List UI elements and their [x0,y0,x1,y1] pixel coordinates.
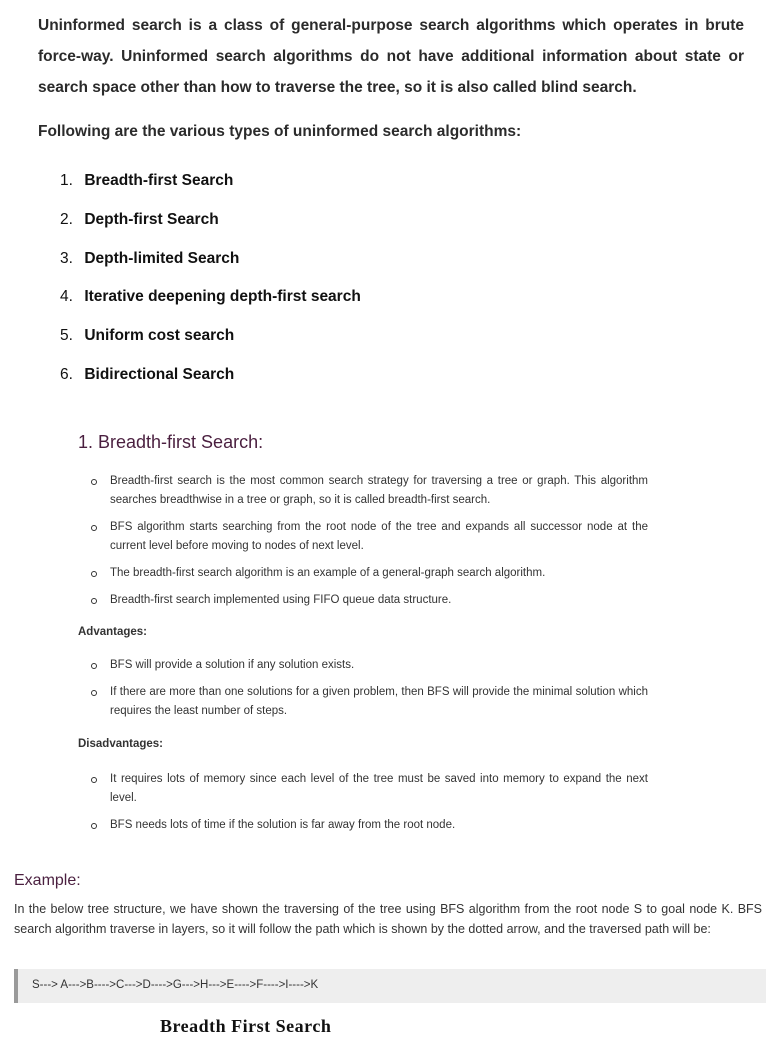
traversal-path: S---> A--->B---->C--->D---->G--->H--->E---->F---->I---->K [32,979,319,991]
list-number: 1. [60,172,73,189]
list-item [78,564,648,583]
list-item [60,321,361,360]
bfs-heading: 1. Breadth-first Search: [78,432,264,452]
bullet-icon [91,598,97,604]
list-number: 5. [60,327,73,345]
bfs-points [78,472,648,610]
bullet-text: Breadth-first search implemented using FIFO queue data structure. [110,594,452,606]
list-label: Iterative deepening depth-first search [84,288,361,306]
list-item [78,472,648,510]
bullet-icon [91,823,97,829]
bullet-text: It requires lots of memory since each level of the tree must be saved into memory to expand the next level. [110,773,648,804]
list-item [60,282,361,321]
figure-heading: Breadth First Search [160,1016,332,1036]
bullet-icon [91,571,97,577]
bullet-icon [91,525,97,531]
bfs-section [78,428,648,835]
list-label: Uniform cost search [84,327,235,345]
list-number: 6. [60,365,73,383]
disadvantages-label: Disadvantages: [78,738,164,750]
bullet-text: BFS needs lots of time if the solution is far away from the root node. [110,819,456,831]
bullet-text: BFS algorithm starts searching from the root node of the tree and expands all successor node at the current level before moving to nodes of next level. [110,521,648,552]
traversal-path-box [14,969,766,1003]
intro-paragraph: Uninformed search is a class of general-purpose search algorithms which operates in brute force-way. Uninformed search algorithms do not have additional information about state or search space other than how to traverse the tree, so it is also called blind search. [38,17,744,96]
bullet-text: BFS will provide a solution if any solution exists. [110,659,355,671]
types-intro: Following are the various types of uninformed search algorithms: [38,123,522,140]
bullet-icon [91,479,97,485]
example-paragraph: In the below tree structure, we have shown the traversing of the tree using BFS algorithm from the root node S to goal node K. BFS search algorithm traverse in layers, so it will follow the path which is shown by the dotted arrow, and the traversed path will be: [14,902,762,936]
list-item [78,591,648,610]
list-item [78,656,648,675]
list-number: 4. [60,288,73,306]
list-number: 2. [60,210,73,228]
list-item [60,360,361,399]
list-item [60,166,361,205]
list-item [78,518,648,556]
advantages-list [78,656,648,721]
list-item [78,683,648,721]
list-item [78,770,648,808]
list-item [78,816,648,835]
list-label: Depth-limited Search [84,249,240,267]
example-heading: Example: [14,872,81,889]
bullet-icon [91,777,97,783]
list-item [60,205,361,244]
disadvantages-list [78,770,648,835]
list-label: Breadth-first Search [84,172,234,189]
bullet-icon [91,663,97,669]
list-label: Bidirectional Search [84,365,235,383]
bullet-text: The breadth-first search algorithm is an example of a general-graph search algorithm. [110,567,546,579]
bullet-text: If there are more than one solutions for a given problem, then BFS will provide the minimal solution which requires the least number of steps. [110,686,648,717]
list-label: Depth-first Search [84,210,219,228]
advantages-label: Advantages: [78,626,148,638]
list-item [60,244,361,283]
bullet-text: Breadth-first search is the most common search strategy for traversing a tree or graph. This algorithm searches breadthwise in a tree or graph, so it is called breadth-first search. [110,475,648,506]
algorithm-list [60,166,361,399]
list-number: 3. [60,249,73,267]
bullet-icon [91,690,97,696]
